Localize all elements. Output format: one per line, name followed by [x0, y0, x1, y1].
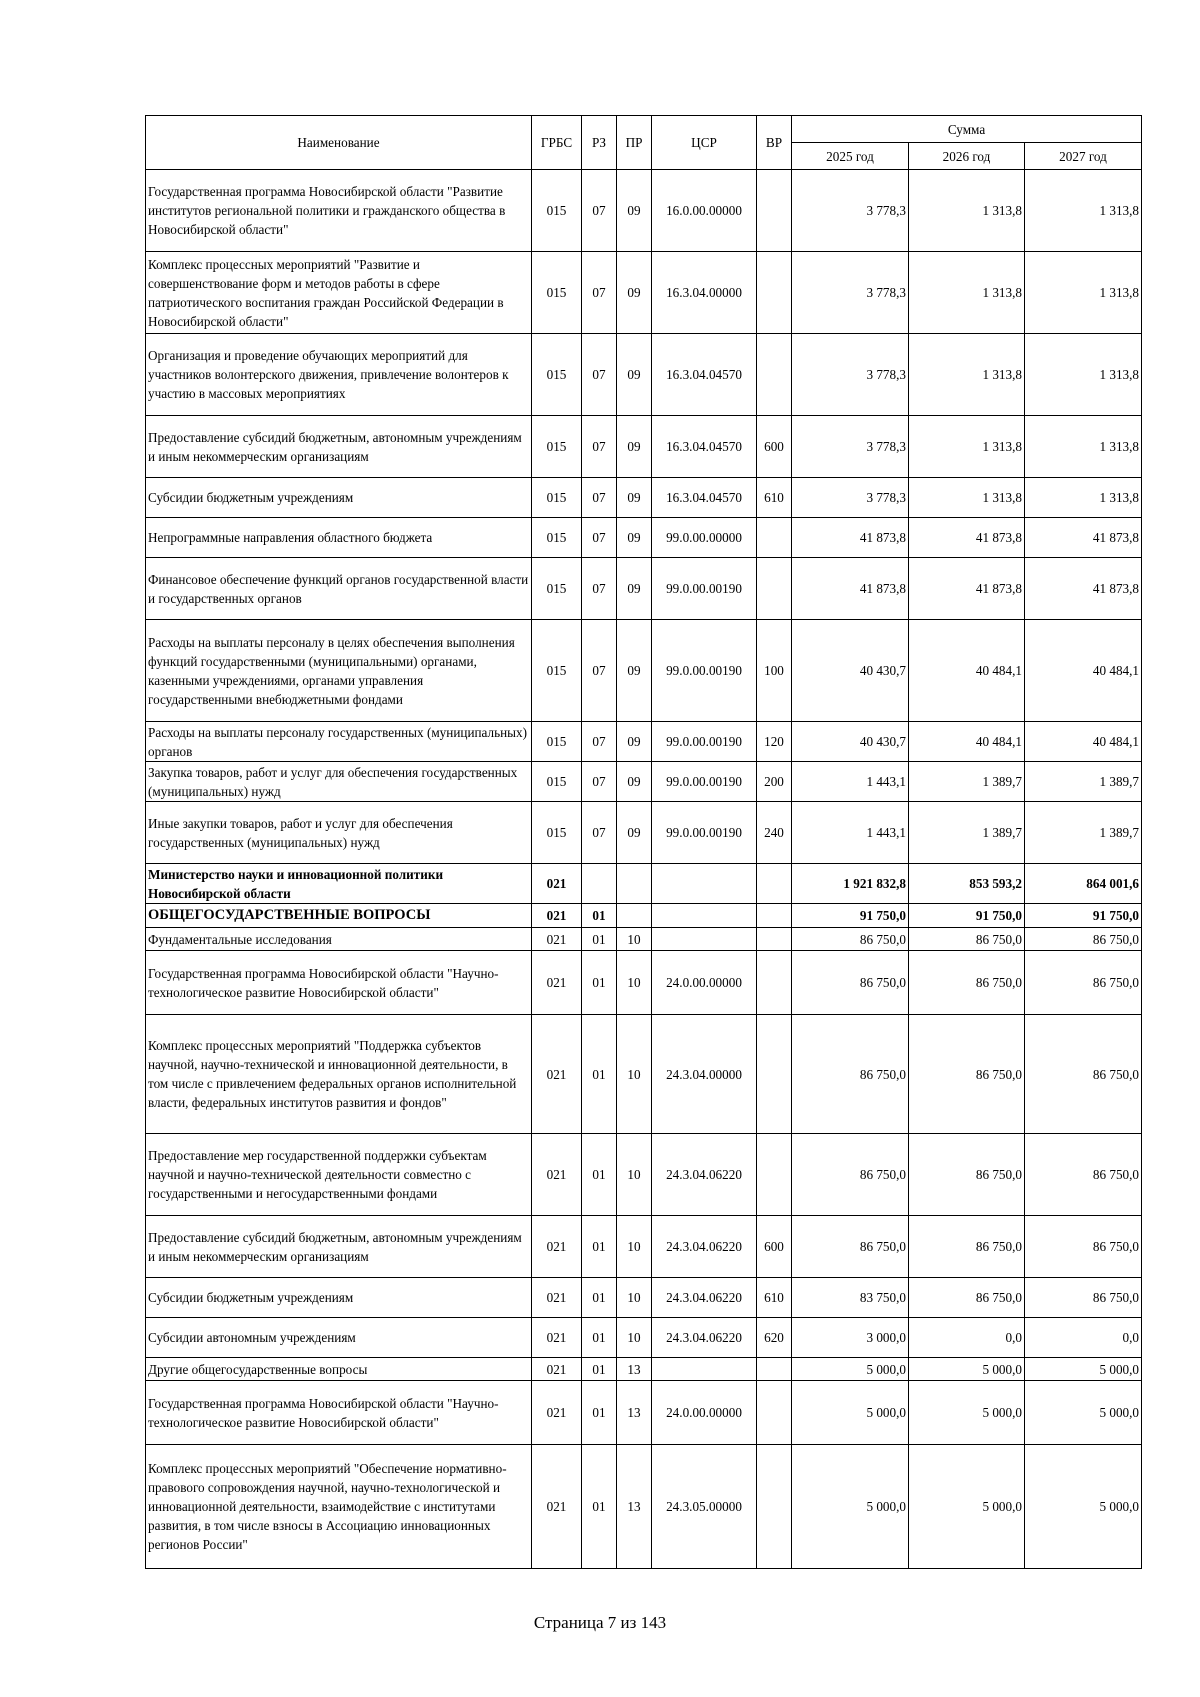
table-row	[146, 904, 1142, 928]
row-value-2025: 41 873,8	[792, 558, 909, 620]
row-vr: 610	[757, 478, 792, 518]
row-vr	[757, 1358, 792, 1381]
row-pr: 09	[617, 518, 652, 558]
row-vr: 100	[757, 620, 792, 722]
header-row	[146, 116, 1142, 143]
header-2025: 2025 год	[792, 143, 909, 170]
row-value-2025: 3 778,3	[792, 478, 909, 518]
row-grbs: 021	[532, 864, 582, 904]
row-value-2027: 86 750,0	[1025, 1134, 1142, 1216]
table-row	[146, 518, 1142, 558]
row-name: Субсидии бюджетным учреждениям	[146, 478, 532, 518]
row-value-2026: 1 313,8	[909, 478, 1025, 518]
header-rz: РЗ	[582, 116, 617, 170]
row-value-2025: 1 921 832,8	[792, 864, 909, 904]
row-csr: 24.0.00.00000	[652, 1381, 757, 1445]
row-value-2025: 1 443,1	[792, 802, 909, 864]
row-rz: 07	[582, 170, 617, 252]
row-grbs: 015	[532, 518, 582, 558]
row-name: Фундаментальные исследования	[146, 928, 532, 951]
row-vr	[757, 904, 792, 928]
row-value-2026: 91 750,0	[909, 904, 1025, 928]
row-vr: 610	[757, 1278, 792, 1318]
row-value-2026: 40 484,1	[909, 620, 1025, 722]
row-value-2027: 1 313,8	[1025, 478, 1142, 518]
row-grbs: 015	[532, 478, 582, 518]
row-value-2026: 5 000,0	[909, 1358, 1025, 1381]
row-rz: 07	[582, 416, 617, 478]
header-vr: ВР	[757, 116, 792, 170]
row-value-2026: 1 313,8	[909, 252, 1025, 334]
row-value-2027: 1 389,7	[1025, 802, 1142, 864]
row-rz: 07	[582, 802, 617, 864]
row-value-2026: 41 873,8	[909, 518, 1025, 558]
row-value-2026: 853 593,2	[909, 864, 1025, 904]
row-name: Закупка товаров, работ и услуг для обеспечения государственных (муниципальных) нужд	[146, 762, 532, 802]
budget-table	[145, 115, 1142, 1569]
row-name: Расходы на выплаты персоналу государственных (муниципальных) органов	[146, 722, 532, 762]
row-value-2026: 86 750,0	[909, 928, 1025, 951]
row-value-2025: 86 750,0	[792, 1015, 909, 1134]
row-value-2027: 40 484,1	[1025, 722, 1142, 762]
row-csr: 16.3.04.04570	[652, 478, 757, 518]
row-grbs: 015	[532, 170, 582, 252]
row-grbs: 021	[532, 1381, 582, 1445]
row-rz: 01	[582, 1318, 617, 1358]
row-vr	[757, 1015, 792, 1134]
row-grbs: 015	[532, 620, 582, 722]
row-value-2027: 1 389,7	[1025, 762, 1142, 802]
row-rz: 07	[582, 722, 617, 762]
row-rz: 07	[582, 620, 617, 722]
row-value-2025: 5 000,0	[792, 1381, 909, 1445]
header-sum: Сумма	[792, 116, 1142, 143]
header-csr: ЦСР	[652, 116, 757, 170]
row-value-2027: 1 313,8	[1025, 416, 1142, 478]
row-value-2027: 0,0	[1025, 1318, 1142, 1358]
row-value-2026: 86 750,0	[909, 1216, 1025, 1278]
row-value-2027: 40 484,1	[1025, 620, 1142, 722]
row-value-2026: 0,0	[909, 1318, 1025, 1358]
row-rz: 01	[582, 1134, 617, 1216]
row-csr: 24.3.04.06220	[652, 1318, 757, 1358]
row-csr: 99.0.00.00190	[652, 558, 757, 620]
row-vr	[757, 864, 792, 904]
row-name: Непрограммные направления областного бюджета	[146, 518, 532, 558]
row-pr: 10	[617, 951, 652, 1015]
table-row	[146, 1318, 1142, 1358]
row-pr: 09	[617, 334, 652, 416]
row-vr	[757, 252, 792, 334]
row-vr	[757, 558, 792, 620]
row-value-2025: 41 873,8	[792, 518, 909, 558]
table-row	[146, 1216, 1142, 1278]
row-pr	[617, 904, 652, 928]
row-value-2025: 86 750,0	[792, 951, 909, 1015]
row-rz: 07	[582, 558, 617, 620]
table-row	[146, 170, 1142, 252]
row-grbs: 021	[532, 1216, 582, 1278]
row-name: Другие общегосударственные вопросы	[146, 1358, 532, 1381]
header-2027: 2027 год	[1025, 143, 1142, 170]
row-pr: 09	[617, 252, 652, 334]
row-value-2025: 1 443,1	[792, 762, 909, 802]
row-name: Предоставление мер государственной поддержки субъектам научной и научно-технической деятельности совместно с государственными и негосударственными фондами	[146, 1134, 532, 1216]
row-grbs: 021	[532, 1318, 582, 1358]
row-csr: 24.0.00.00000	[652, 951, 757, 1015]
table-row	[146, 1445, 1142, 1569]
row-value-2027: 86 750,0	[1025, 951, 1142, 1015]
row-value-2025: 5 000,0	[792, 1358, 909, 1381]
row-value-2026: 86 750,0	[909, 1278, 1025, 1318]
row-value-2026: 86 750,0	[909, 951, 1025, 1015]
row-rz: 01	[582, 1216, 617, 1278]
table-row	[146, 951, 1142, 1015]
row-pr: 09	[617, 478, 652, 518]
row-name: Расходы на выплаты персоналу в целях обеспечения выполнения функций государственными (муниципальными) органами, казенными учреждениями, органами управления государственными внебюджетными фондами	[146, 620, 532, 722]
row-value-2026: 40 484,1	[909, 722, 1025, 762]
row-value-2026: 5 000,0	[909, 1445, 1025, 1569]
row-pr: 10	[617, 1134, 652, 1216]
row-value-2027: 1 313,8	[1025, 252, 1142, 334]
row-pr: 09	[617, 170, 652, 252]
row-csr: 99.0.00.00190	[652, 802, 757, 864]
table-row	[146, 416, 1142, 478]
row-value-2025: 83 750,0	[792, 1278, 909, 1318]
table-row	[146, 1381, 1142, 1445]
row-name: Комплекс процессных мероприятий "Обеспечение нормативно-правового сопровождения научной, научно-технологической и инновационной деятельности, взаимодействие с институтами развития, в том числе взносы в Ассоциацию инновационных регионов России"	[146, 1445, 532, 1569]
row-rz: 07	[582, 334, 617, 416]
row-rz: 01	[582, 951, 617, 1015]
row-name: Государственная программа Новосибирской области "Научно-технологическое развитие Новосибирской области"	[146, 951, 532, 1015]
row-value-2027: 91 750,0	[1025, 904, 1142, 928]
row-value-2027: 1 313,8	[1025, 170, 1142, 252]
header-name: Наименование	[146, 116, 532, 170]
row-grbs: 015	[532, 558, 582, 620]
row-name: Министерство науки и инновационной политики Новосибирской области	[146, 864, 532, 904]
row-pr: 10	[617, 1278, 652, 1318]
row-value-2026: 1 313,8	[909, 334, 1025, 416]
row-csr: 24.3.04.06220	[652, 1134, 757, 1216]
table-row	[146, 558, 1142, 620]
row-value-2027: 864 001,6	[1025, 864, 1142, 904]
table-row	[146, 802, 1142, 864]
row-vr: 620	[757, 1318, 792, 1358]
row-rz: 01	[582, 1358, 617, 1381]
row-value-2027: 86 750,0	[1025, 1015, 1142, 1134]
row-grbs: 015	[532, 416, 582, 478]
row-name: Государственная программа Новосибирской области "Развитие институтов региональной политики и гражданского общества в Новосибирской области"	[146, 170, 532, 252]
row-rz	[582, 864, 617, 904]
row-grbs: 015	[532, 802, 582, 864]
row-grbs: 015	[532, 762, 582, 802]
row-rz: 01	[582, 928, 617, 951]
row-csr: 16.0.00.00000	[652, 170, 757, 252]
row-value-2027: 5 000,0	[1025, 1358, 1142, 1381]
row-grbs: 021	[532, 1445, 582, 1569]
row-csr: 99.0.00.00000	[652, 518, 757, 558]
row-csr	[652, 928, 757, 951]
row-value-2026: 86 750,0	[909, 1134, 1025, 1216]
row-value-2025: 3 778,3	[792, 252, 909, 334]
row-pr	[617, 864, 652, 904]
table-row	[146, 762, 1142, 802]
table-row	[146, 478, 1142, 518]
row-pr: 10	[617, 1318, 652, 1358]
row-grbs: 015	[532, 334, 582, 416]
table-row	[146, 1015, 1142, 1134]
row-value-2027: 41 873,8	[1025, 518, 1142, 558]
row-rz: 07	[582, 518, 617, 558]
row-grbs: 021	[532, 928, 582, 951]
row-grbs: 021	[532, 1015, 582, 1134]
row-vr: 200	[757, 762, 792, 802]
row-vr: 240	[757, 802, 792, 864]
row-name: Государственная программа Новосибирской области "Научно-технологическое развитие Новосибирской области"	[146, 1381, 532, 1445]
row-value-2025: 3 778,3	[792, 334, 909, 416]
row-csr: 24.3.04.06220	[652, 1216, 757, 1278]
row-vr: 120	[757, 722, 792, 762]
row-rz: 01	[582, 1381, 617, 1445]
row-csr: 24.3.04.06220	[652, 1278, 757, 1318]
header-grbs: ГРБС	[532, 116, 582, 170]
row-value-2025: 3 000,0	[792, 1318, 909, 1358]
row-pr: 10	[617, 928, 652, 951]
row-name: Субсидии автономным учреждениям	[146, 1318, 532, 1358]
header-pr: ПР	[617, 116, 652, 170]
row-pr: 09	[617, 722, 652, 762]
row-pr: 09	[617, 558, 652, 620]
row-csr: 24.3.04.00000	[652, 1015, 757, 1134]
row-value-2027: 86 750,0	[1025, 928, 1142, 951]
row-pr: 10	[617, 1015, 652, 1134]
row-csr	[652, 1358, 757, 1381]
row-rz: 07	[582, 478, 617, 518]
row-rz: 01	[582, 904, 617, 928]
table-row	[146, 722, 1142, 762]
table-row	[146, 334, 1142, 416]
row-rz: 07	[582, 252, 617, 334]
row-value-2026: 1 313,8	[909, 416, 1025, 478]
row-vr	[757, 518, 792, 558]
row-value-2025: 40 430,7	[792, 620, 909, 722]
row-pr: 09	[617, 802, 652, 864]
row-grbs: 021	[532, 904, 582, 928]
row-pr: 09	[617, 762, 652, 802]
row-name: Комплекс процессных мероприятий "Поддержка субъектов научной, научно-технической и инновационной деятельности, в том числе с привлечением федеральных органов исполнительной власти, федеральных институтов развития и фондов"	[146, 1015, 532, 1134]
row-csr: 24.3.05.00000	[652, 1445, 757, 1569]
page-number: Страница 7 из 143	[533, 1613, 667, 1632]
row-name: Организация и проведение обучающих мероприятий для участников волонтерского движения, привлечение волонтеров к участию в массовых мероприятиях	[146, 334, 532, 416]
row-vr	[757, 928, 792, 951]
row-pr: 09	[617, 416, 652, 478]
row-csr: 99.0.00.00190	[652, 762, 757, 802]
row-name: Комплекс процессных мероприятий "Развитие и совершенствование форм и методов работы в сфере патриотического воспитания граждан Российской Федерации в Новосибирской области"	[146, 252, 532, 334]
row-value-2025: 40 430,7	[792, 722, 909, 762]
row-grbs: 021	[532, 951, 582, 1015]
row-rz: 01	[582, 1278, 617, 1318]
row-name: Предоставление субсидий бюджетным, автономным учреждениям и иным некоммерческим организациям	[146, 416, 532, 478]
row-value-2026: 41 873,8	[909, 558, 1025, 620]
row-vr	[757, 951, 792, 1015]
row-pr: 13	[617, 1358, 652, 1381]
row-value-2025: 86 750,0	[792, 928, 909, 951]
row-grbs: 021	[532, 1278, 582, 1318]
row-value-2026: 5 000,0	[909, 1381, 1025, 1445]
row-value-2025: 91 750,0	[792, 904, 909, 928]
row-csr	[652, 904, 757, 928]
row-pr: 13	[617, 1445, 652, 1569]
row-value-2027: 41 873,8	[1025, 558, 1142, 620]
row-value-2026: 1 313,8	[909, 170, 1025, 252]
row-value-2027: 86 750,0	[1025, 1216, 1142, 1278]
row-value-2027: 5 000,0	[1025, 1381, 1142, 1445]
row-csr: 99.0.00.00190	[652, 722, 757, 762]
row-vr	[757, 1134, 792, 1216]
row-name: Субсидии бюджетным учреждениям	[146, 1278, 532, 1318]
row-name: Иные закупки товаров, работ и услуг для обеспечения государственных (муниципальных) нужд	[146, 802, 532, 864]
row-vr: 600	[757, 1216, 792, 1278]
row-vr	[757, 1445, 792, 1569]
row-vr	[757, 1381, 792, 1445]
row-name: Финансовое обеспечение функций органов государственной власти и государственных органов	[146, 558, 532, 620]
table-row	[146, 864, 1142, 904]
row-vr	[757, 334, 792, 416]
row-rz: 01	[582, 1445, 617, 1569]
row-value-2026: 86 750,0	[909, 1015, 1025, 1134]
row-value-2026: 1 389,7	[909, 762, 1025, 802]
row-value-2025: 86 750,0	[792, 1134, 909, 1216]
row-value-2027: 5 000,0	[1025, 1445, 1142, 1569]
row-value-2027: 1 313,8	[1025, 334, 1142, 416]
row-pr: 09	[617, 620, 652, 722]
row-grbs: 021	[532, 1358, 582, 1381]
table-row	[146, 1134, 1142, 1216]
table-row	[146, 252, 1142, 334]
table-row	[146, 1278, 1142, 1318]
row-value-2025: 3 778,3	[792, 416, 909, 478]
row-vr: 600	[757, 416, 792, 478]
row-value-2025: 86 750,0	[792, 1216, 909, 1278]
row-pr: 10	[617, 1216, 652, 1278]
row-csr	[652, 864, 757, 904]
row-value-2025: 3 778,3	[792, 170, 909, 252]
row-name: Предоставление субсидий бюджетным, автономным учреждениям и иным некоммерческим организациям	[146, 1216, 532, 1278]
row-rz: 01	[582, 1015, 617, 1134]
row-grbs: 015	[532, 252, 582, 334]
table-row	[146, 620, 1142, 722]
row-csr: 16.3.04.04570	[652, 416, 757, 478]
table-row	[146, 928, 1142, 951]
table-row	[146, 1358, 1142, 1381]
row-name: ОБЩЕГОСУДАРСТВЕННЫЕ ВОПРОСЫ	[146, 904, 532, 928]
row-csr: 16.3.04.00000	[652, 252, 757, 334]
row-value-2027: 86 750,0	[1025, 1278, 1142, 1318]
row-grbs: 015	[532, 722, 582, 762]
row-csr: 99.0.00.00190	[652, 620, 757, 722]
row-vr	[757, 170, 792, 252]
row-rz: 07	[582, 762, 617, 802]
row-grbs: 021	[532, 1134, 582, 1216]
row-csr: 16.3.04.04570	[652, 334, 757, 416]
header-2026: 2026 год	[909, 143, 1025, 170]
row-value-2026: 1 389,7	[909, 802, 1025, 864]
row-pr: 13	[617, 1381, 652, 1445]
row-value-2025: 5 000,0	[792, 1445, 909, 1569]
